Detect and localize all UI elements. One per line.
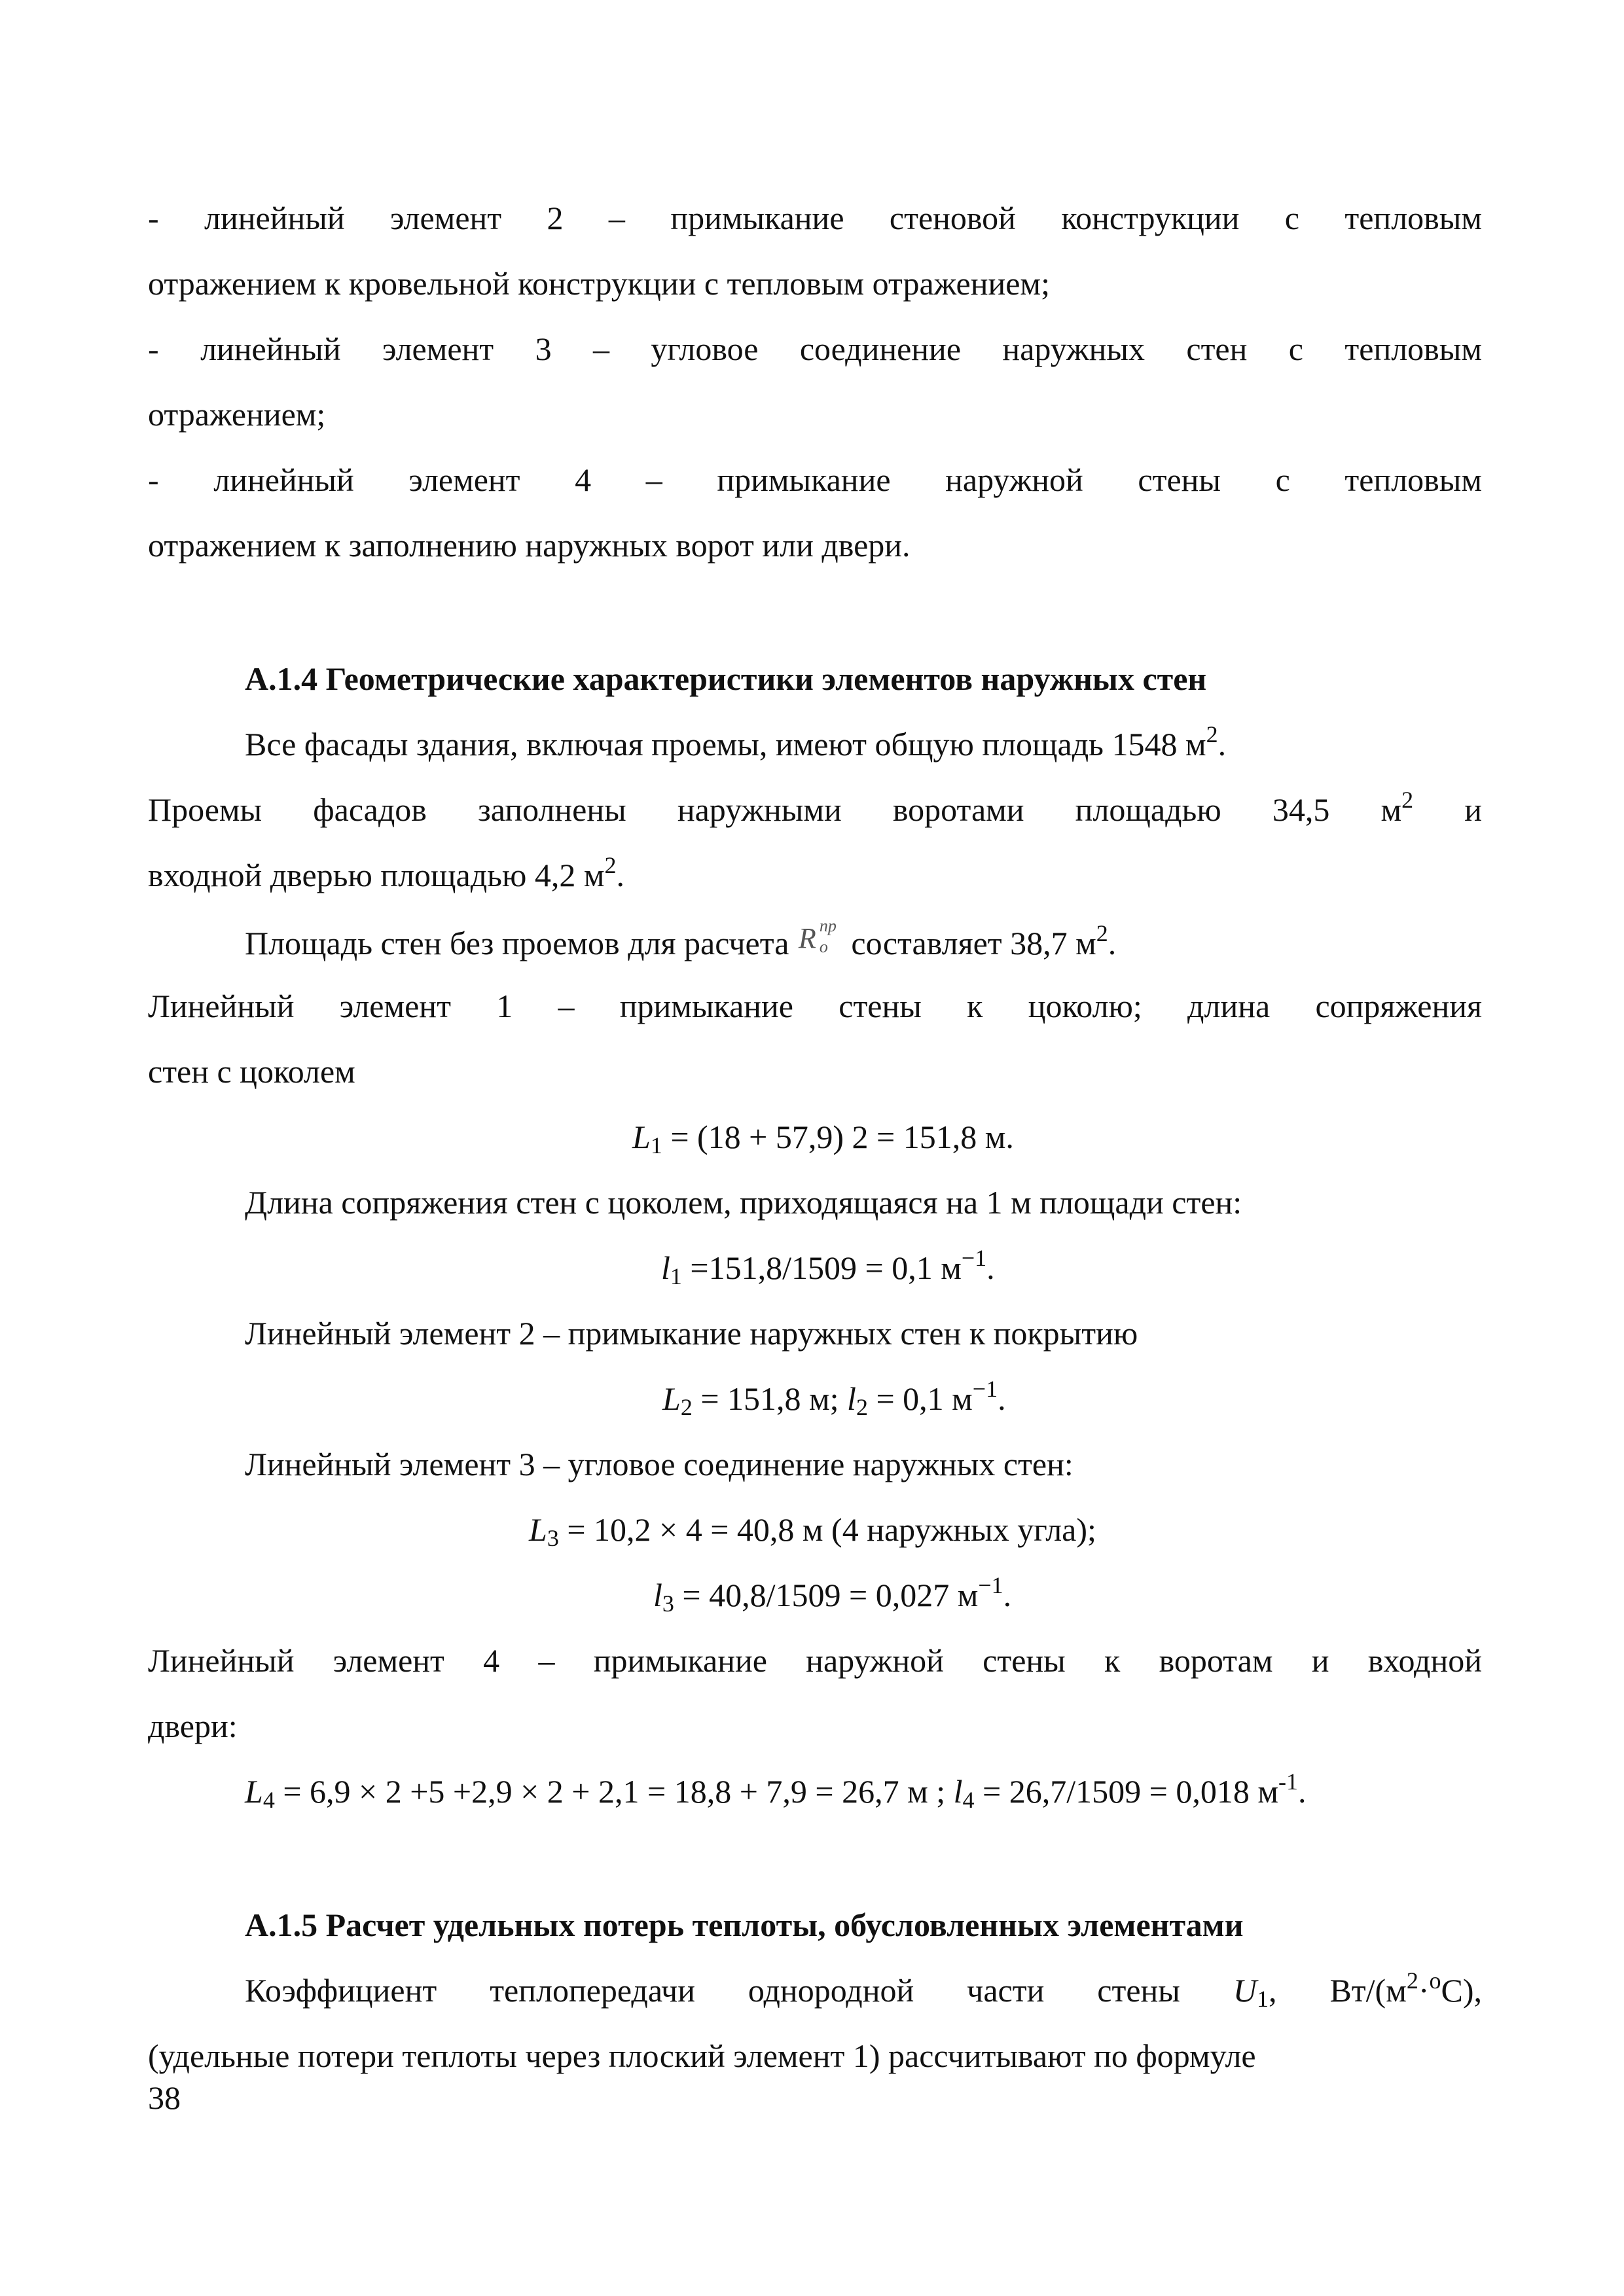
section-heading-a15: А.1.5 Расчет удельных потерь теплоты, обусловленных элементами	[245, 1907, 1244, 1943]
openings-paragraph-line-1: Проемы фасадов заполнены наружными воротами площадью 34,5 $м^2$ и	[148, 787, 1483, 828]
openings-paragraph-line-2: входной дверью площадью 4,2 $м^2$.	[148, 852, 624, 893]
linear-element-4-line-1: Линейный элемент 4 – примыкание наружной стены к воротам и входной	[148, 1642, 1482, 1679]
formula-L3: $L_3 = 10,2 \times 4 = 40,8$ м (4 наружных угла);	[529, 1511, 1096, 1551]
linear-element-1-line-2: стен с цоколем	[148, 1053, 355, 1090]
linear-element-3-text: Линейный элемент 3 – угловое соединение наружных стен:	[245, 1446, 1074, 1482]
bullet-1-line-2: отражением к кровельной конструкции с тепловым отражением;	[148, 265, 1050, 302]
page-number: 38	[148, 2079, 181, 2116]
resistance-symbol: R пр o	[798, 916, 837, 956]
formula-L2-l2: $L_2 = 151,8$ м; $l_2 = 0,1$ $м^{-1}$.	[662, 1376, 1006, 1420]
formula-L4-l4: $L_4 = 6,9 \times 2 +5 +2,9 \times 2 + 2,1 = 18,8 + 7,9 = 26,7$ м ; $l_4 = 26,7/1509 = 0,018$ $м^{-1}$.	[245, 1768, 1307, 1813]
bullet-3-line-2: отражением к заполнению наружных ворот или двери.	[148, 527, 911, 564]
linear-element-2-text: Линейный элемент 2 – примыкание наружных стен к покрытию	[245, 1315, 1138, 1352]
bullet-2-line-1: - линейный элемент 3 – угловое соединение наружных стен с тепловым	[148, 331, 1482, 367]
facades-area-paragraph: Все фасады здания, включая проемы, имеют общую площадь 1548 $м^2$.	[245, 721, 1227, 762]
linear-element-1-line-1: Линейный элемент 1 – примыкание стены к цоколю; длина сопряжения	[148, 988, 1482, 1024]
formula-L1: $L_1 = (18 + 57,9) 2 = 151,8$ м.	[632, 1119, 1014, 1158]
wall-area-paragraph: Площадь стен без проемов для расчета R пр o составляет 38,7 $м^2$.	[245, 916, 1117, 961]
formula-l1: $l_1 =151,8/1509 = 0,1$ $м^{-1}$.	[661, 1245, 995, 1289]
bullet-1-line-1: - линейный элемент 2 – примыкание стеновой конструкции с тепловым	[148, 200, 1482, 236]
formula-l3: $l_3 = 40,8/1509 = 0,027$ $м^{-1}$.	[653, 1572, 1012, 1617]
linear-element-4-line-2: двери:	[148, 1708, 238, 1744]
heat-transfer-coefficient-line-2: (удельные потери теплоты через плоский элемент 1) рассчитывают по формуле	[148, 2037, 1256, 2074]
bullet-2-line-2: отражением;	[148, 396, 326, 433]
linear-element-1-length-text: Длина сопряжения стен с цоколем, приходящаяся на 1 м площади стен:	[245, 1184, 1242, 1221]
bullet-3-line-1: - линейный элемент 4 – примыкание наружной стены с тепловым	[148, 461, 1482, 498]
section-heading-a14: А.1.4 Геометрические характеристики элементов наружных стен	[245, 660, 1207, 697]
heat-transfer-coefficient-line-1: Коэффициент теплопередачи однородной части стены $U_1$, $Вт/(м^2\cdot^оС)$,	[245, 1967, 1482, 2012]
